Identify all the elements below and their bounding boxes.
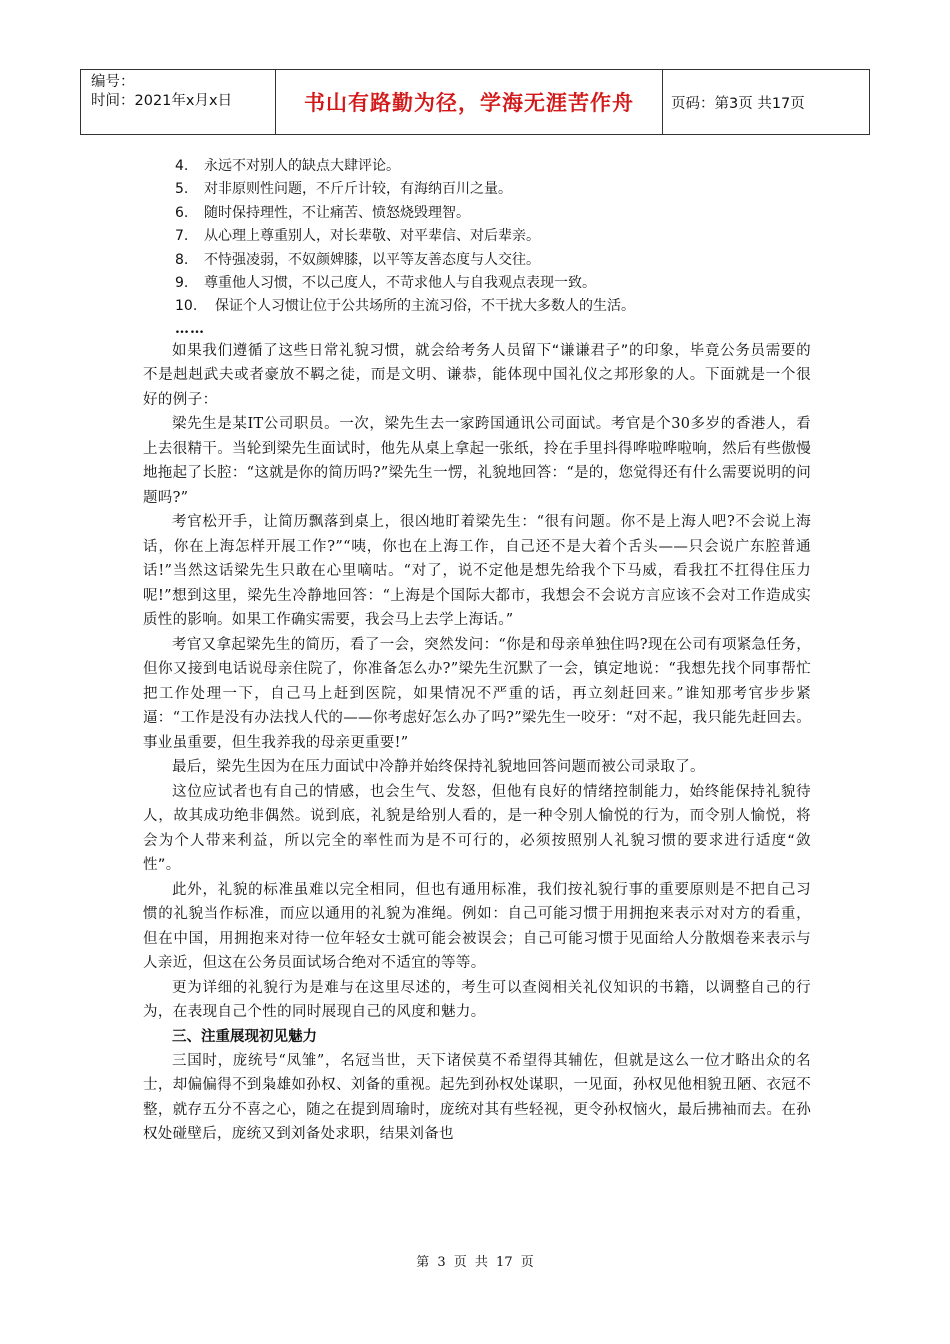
- list-item: 6. 随时保持理性，不让痛苦、愤怒烧毁理智。: [175, 204, 470, 221]
- list-item: 4. 永远不对别人的缺点大肆评论。: [175, 158, 400, 174]
- list-item: 8. 不恃强凌弱，不奴颜婢膝，以平等友善态度与人交往。: [175, 251, 540, 268]
- header-page-label: 页码：第3页 共17页: [671, 95, 805, 112]
- paragraph-standards: 此外，礼貌的标准虽难以完全相同，但也有通用标准，我们按礼貌行事的重要原则是不把自己习惯的礼貌当作标准，而应以通用的礼貌为准绳。例如：自己可能习惯于用拥抱来表示对对方的看重，但在中国，用拥抱来对待一位年轻女士就可能会被误会；自己可能习惯于见面给人分散烟卷来表示与人亲近，但这在公务员面试场合绝对不适宜的等等。: [143, 881, 811, 972]
- list-item: 10. 保证个人习惯让位于公共场所的主流习俗，不干扰大多数人的生活。: [175, 298, 635, 315]
- list-item: 7. 从心理上尊重别人，对长辈敬、对平辈信、对后辈亲。: [175, 228, 540, 245]
- list-item: 9. 尊重他人习惯，不以己度人，不苛求他人与自我观点表现一致。: [175, 274, 596, 291]
- paragraph-story-1: 梁先生是某IT公司职员。一次，梁先生去一家跨国通讯公司面试。考官是个30多岁的香港人，看上去很精干。当轮到梁先生面试时，他先从桌上拿起一张纸，拎在手里抖得哗啦哗啦响，然后有些傲慢地拖起了长腔：“这就是你的简历吗?”梁先生一愣，礼貌地回答：“是的，您觉得还有什么需要说明的问题吗?”: [143, 416, 811, 506]
- paragraph-pangtong: 三国时，庞统号“凤雏”，名冠当世，天下诸侯莫不希望得其辅佐，但就是这么一位才略出众的名士，却偏偏得不到枭雄如孙权、刘备的重视。起先到孙权处谋职，一见面，孙权见他相貌丑陋、衣冠不整，就存五分不喜之心，随之在提到周瑜时，庞统对其有些轻视，更令孙权恼火，最后拂袖而去。在孙权处碰壁后，庞统又到刘备处求职，结果刘备也: [143, 1052, 811, 1143]
- paragraph-story-result: 最后，梁先生因为在压力面试中冷静并始终保持礼貌地回答问题而被公司录取了。: [172, 759, 705, 776]
- page-footer: 第 3 页 共 17 页: [416, 1255, 534, 1270]
- document-body: [143, 155, 811, 1147]
- page-header-table: [80, 69, 870, 135]
- paragraph-analysis: 这位应试者也有自己的情感，也会生气、发怒，但他有良好的情绪控制能力，始终能保持礼貌待人，故其成功绝非偶然。说到底，礼貌是给别人看的，是一种令别人愉悦的行为，而令别人愉悦，将会为个人带来利益，所以完全的率性而为是不可行的，必须按照别人礼貌习惯的要求进行适度“敛性”。: [143, 783, 811, 874]
- list-item: 5. 对非原则性问题，不斤斤计较，有海纳百川之量。: [175, 181, 512, 198]
- paragraph-intro: 如果我们遵循了这些日常礼貌习惯，就会给考务人员留下“谦谦君子”的印象，毕竟公务员需要的不是赳赳武夫或者豪放不羁之徒，而是文明、谦恭，能体现中国礼仪之邦形象的人。下面就是一个很好的例子：: [143, 342, 811, 408]
- paragraph-story-3: 考官又拿起梁先生的简历，看了一会，突然发问：“你是和母亲单独住吗?现在公司有项紧急任务，但你又接到电话说母亲住院了，你准备怎么办?”梁先生沉默了一会，镇定地说：“我想先找个同事帮忙把工作处理一下，自己马上赶到医院，如果情况不严重的话，再立刻赶回来。”谁知那考官步步紧逼：“工作是没有办法找人代的——你考虑好怎么办了吗?”梁先生一咬牙：“对不起，我只能先赶回去。事业虽重要，但生我养我的母亲更重要!”: [143, 636, 811, 751]
- section-heading: 三、注重展现初见魅力: [172, 1028, 317, 1045]
- header-motto: 书山有路勤为径，学海无涯苦作舟: [276, 70, 663, 134]
- serial-number-label: 编号：: [91, 74, 135, 90]
- date-label: 时间：2021年x月x日: [91, 93, 233, 109]
- paragraph-advice: 更为详细的礼貌行为是难与在这里尽述的，考生可以查阅相关礼仪知识的书籍，以调整自己的行为，在表现自己个性的同时展现自己的风度和魅力。: [143, 979, 811, 1021]
- paragraph-story-2: 考官松开手，让简历飘落到桌上，很凶地盯着梁先生：“很有问题。你不是上海人吧?不会说上海话，你在上海怎样开展工作?”“咦，你也在上海工作，自己还不是大着个舌头——只会说广东腔普通话!”当然这话梁先生只敢在心里嘀咕。“对了，说不定他是想先给我个下马威，看我扛不扛得住压力呢!”想到这里，梁先生冷静地回答：“上海是个国际大都市，我想会不会说方言应该不会对工作造成实质性的影响。如果工作确实需要，我会马上去学上海话。”: [143, 514, 811, 629]
- ellipsis: ……: [175, 320, 205, 337]
- header-meta-cell: [81, 70, 276, 134]
